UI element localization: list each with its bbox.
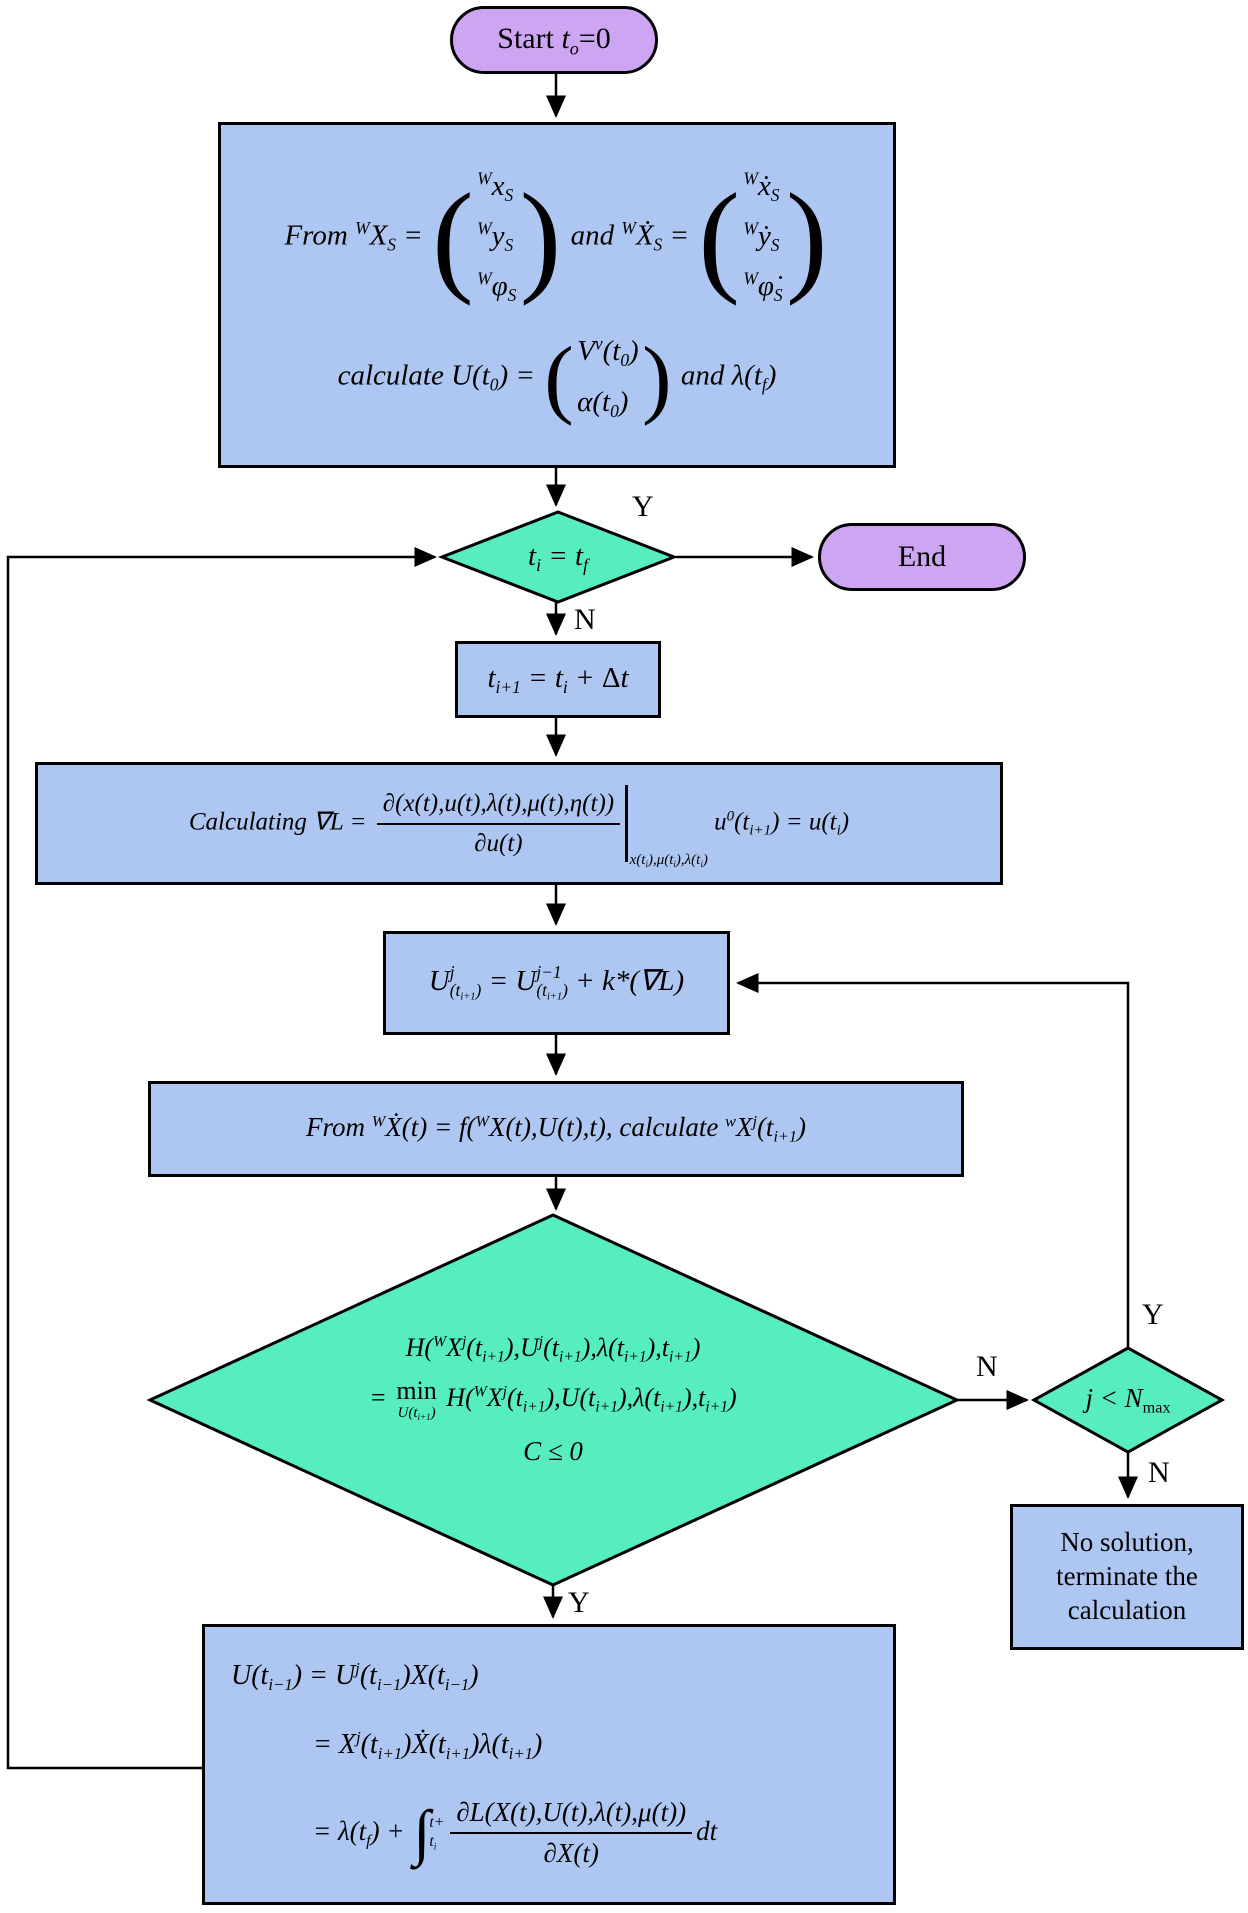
control-update-box (383, 931, 730, 1035)
edge-label-h-no: N (976, 1350, 998, 1383)
end-node (818, 523, 1026, 591)
no-solution-box (1010, 1504, 1244, 1650)
decision-jmax-label-wrap (1034, 1348, 1222, 1452)
decision-h-label-wrap (170, 1243, 936, 1557)
end-label: End (897, 540, 947, 574)
edge-label-jmax-yes: Y (1142, 1298, 1164, 1331)
edge-label-tf-no: N (574, 603, 596, 636)
start-node (450, 6, 658, 74)
init-state-box (218, 122, 896, 468)
decision-jmax-label: $j < N_{max}$ (1085, 1383, 1171, 1417)
decision-tf-label: $t_i = t_f$ (528, 539, 588, 575)
control-update-eq: U j $(t_{i+1})$ = U j−1 $(t_{i+1})$ + k*(∇L) (428, 961, 685, 1003)
time-step-box (455, 641, 661, 718)
integrate-state-box (148, 1081, 964, 1177)
time-step-eq: $t_{i+1} = t_i + \Delta t$ (487, 662, 629, 698)
no-solution-line-3: calculation (1067, 1594, 1187, 1625)
costate-eq-2: = $X^j(t_{i+1})Ẋ(t_{i+1})\lambda(t_{i+1})$ (313, 1727, 543, 1763)
no-solution-line-2: terminate the (1056, 1561, 1198, 1592)
decision-h-line-2: = min $U(t_{i+1})$ $H(^WX^j(t_{i+1}),U(t_{i+1}),\lambda(t_{i+1}),t_{i+1})$ (369, 1376, 737, 1423)
decision-h-line-3: C ≤ 0 (523, 1435, 583, 1466)
init-state-eq-1: From $^WX_S$ = ( $^Wx_S$ $^Wy_S$ $^W\varphi_S$ ) and $^W$Ẋ$_S$ = ( $^W$ẋ$_S$ $^W$ẏ$_S$ $^W\varphi̇_S$ ) (284, 168, 828, 307)
start-label: Start $t_o=0$ (497, 22, 611, 59)
edge-label-tf-yes: Y (632, 490, 654, 523)
costate-box (202, 1624, 896, 1905)
costate-eq-3: = $\lambda(t_f)$ + ∫ t+ $t_i$ $\frac{\partial L(X(t),U(t),\lambda(t),\mu(t))}{\partial X(t)}$ dt (313, 1796, 718, 1869)
no-solution-line-1: No solution, (1060, 1527, 1194, 1558)
edge-label-jmax-no: N (1148, 1456, 1170, 1489)
decision-tf-label-wrap (442, 512, 674, 602)
init-state-eq-2: calculate $U(t_0)$ = ( $V^v(t_0)$ $\alpha(t_0)$ ) and $\lambda(t_f)$ (337, 328, 777, 427)
decision-h-line-1: $H(^WX^j(t_{i+1}),U^j(t_{i+1}),\lambda(t_{i+1}),t_{i+1})$ (405, 1332, 701, 1365)
integrate-state-eq: From $^W$Ẋ(t) = f($^W$X(t),U(t),t), calculate $^wX^j(t_{i+1})$ (306, 1112, 806, 1146)
gradient-eq: Calculating ∇L = $\frac{\partial(x(t),u(t),\lambda(t),\mu(t),\eta(t))}{\partial u(t)}$ $x(t_i),\mu(t_i),\lambda(t_i)$ $u^0(t_{i+1}) = u(t_i)$ (189, 785, 849, 863)
costate-eq-1: $U(t_{i-1}) = U^j(t_{i-1})X(t_{i-1})$ (231, 1658, 479, 1694)
gradient-box (35, 762, 1003, 885)
edge-label-h-yes: Y (568, 1586, 590, 1619)
